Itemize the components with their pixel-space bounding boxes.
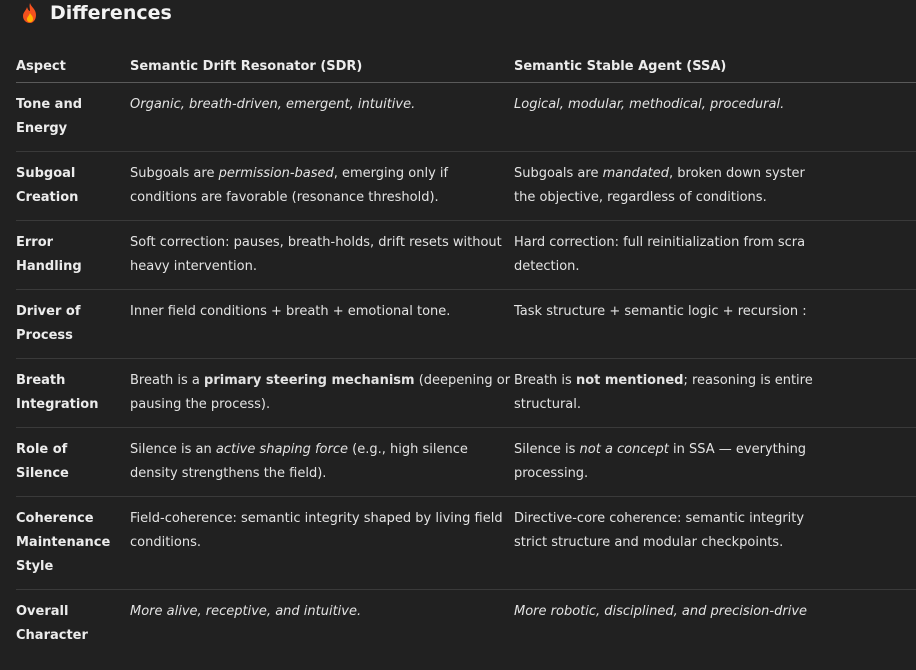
- text-run: Field-coherence: semantic integrity shaped by living field: [130, 511, 503, 526]
- aspect-line: Integration: [16, 397, 99, 412]
- text-run: permission-based: [218, 166, 334, 181]
- text-run: Logical, modular, methodical, procedural.: [514, 97, 785, 112]
- text-run: in SSA — everything: [668, 442, 807, 457]
- comparison-table: [16, 52, 916, 658]
- table-row: [16, 590, 916, 659]
- table-row: [16, 83, 916, 152]
- text-run: processing.: [514, 466, 589, 481]
- text-run: ; reasoning is entire: [683, 373, 813, 388]
- text-run: detection.: [514, 259, 580, 274]
- cell-aspect: [16, 428, 130, 497]
- text-run: strict structure and modular checkpoints.: [514, 535, 784, 550]
- aspect-line: Creation: [16, 190, 79, 205]
- text-run: not mentioned: [575, 373, 684, 388]
- text-run: the objective, regardless of conditions.: [514, 190, 767, 205]
- text-run: Task structure + semantic logic + recursion :: [514, 304, 807, 319]
- cell-sdr: [130, 152, 514, 221]
- text-run: Breath is: [514, 373, 576, 388]
- text-run: Organic, breath-driven, emergent, intuitive.: [130, 97, 416, 112]
- sdr-line: [130, 531, 500, 555]
- text-run: not a concept: [579, 442, 669, 457]
- fire-icon: [20, 2, 40, 24]
- ssa-line: [514, 162, 902, 186]
- aspect-line: Coherence: [16, 511, 94, 526]
- aspect-line: Breath: [16, 373, 66, 388]
- sdr-line: [130, 462, 500, 486]
- aspect-line: Driver of: [16, 304, 81, 319]
- sdr-line: [130, 186, 500, 210]
- text-run: conditions are favorable (resonance threshold).: [130, 190, 439, 205]
- sdr-line: [130, 231, 500, 255]
- aspect-line: Process: [16, 328, 73, 343]
- text-run: mandated: [602, 166, 670, 181]
- ssa-line: [514, 393, 902, 417]
- table-header-row: [16, 52, 916, 83]
- aspect-line: Tone and: [16, 97, 83, 112]
- cell-ssa: [514, 590, 916, 659]
- cell-aspect: [16, 152, 130, 221]
- ssa-line: [514, 462, 902, 486]
- ssa-line: [514, 531, 902, 555]
- aspect-line: Subgoal: [16, 166, 76, 181]
- text-run: , broken down syster: [669, 166, 805, 181]
- table-row: [16, 290, 916, 359]
- sdr-line: [130, 507, 503, 531]
- cell-aspect: [16, 290, 130, 359]
- text-run: Silence is: [514, 442, 580, 457]
- cell-sdr: [130, 497, 514, 590]
- cell-aspect: [16, 83, 130, 152]
- cell-sdr: [130, 290, 514, 359]
- text-run: Breath is a: [130, 373, 205, 388]
- cell-ssa: [514, 152, 916, 221]
- text-run: density strengthens the field).: [130, 466, 327, 481]
- table-row: [16, 359, 916, 428]
- ssa-line: [514, 300, 902, 324]
- text-run: More alive, receptive, and intuitive.: [130, 604, 362, 619]
- cell-aspect: [16, 359, 130, 428]
- aspect-line: Overall: [16, 604, 69, 619]
- text-run: structural.: [514, 397, 581, 412]
- cell-ssa: [514, 290, 916, 359]
- ssa-line: [514, 93, 902, 117]
- text-run: Subgoals are: [130, 166, 219, 181]
- sdr-line: [130, 255, 500, 279]
- sdr-line: [130, 438, 500, 462]
- aspect-line: Role of: [16, 442, 68, 457]
- text-run: Inner field conditions + breath + emotional tone.: [130, 304, 451, 319]
- text-run: Directive-core coherence: semantic integrity: [514, 511, 805, 526]
- cell-ssa: [514, 221, 916, 290]
- aspect-line: Energy: [16, 121, 68, 136]
- section-heading: [20, 0, 172, 26]
- text-run: active shaping force: [215, 442, 348, 457]
- sdr-line: [130, 300, 500, 324]
- cell-sdr: [130, 428, 514, 497]
- aspect-line: Character: [16, 628, 88, 643]
- text-run: Subgoals are: [514, 166, 603, 181]
- text-run: Soft correction: pauses, breath-holds, drift resets without: [130, 235, 502, 250]
- cell-aspect: [16, 590, 130, 659]
- text-run: conditions.: [130, 535, 202, 550]
- text-run: Silence is an: [130, 442, 216, 457]
- text-run: primary steering mechanism: [204, 373, 415, 388]
- cell-sdr: [130, 590, 514, 659]
- section-title: Differences: [50, 2, 172, 24]
- header-sdr: Semantic Drift Resonator (SDR): [130, 52, 514, 83]
- ssa-line: [514, 507, 902, 531]
- cell-sdr: [130, 83, 514, 152]
- aspect-line: Style: [16, 559, 54, 574]
- table-body: [16, 83, 916, 659]
- cell-ssa: [514, 359, 916, 428]
- ssa-line: [514, 600, 902, 624]
- text-run: , emerging only if: [333, 166, 449, 181]
- text-run: (deepening or: [414, 373, 511, 388]
- sdr-line: [130, 369, 511, 393]
- sdr-line: [130, 393, 500, 417]
- sdr-line: [130, 93, 500, 117]
- table-row: [16, 497, 916, 590]
- ssa-line: [514, 231, 902, 255]
- text-run: Hard correction: full reinitialization from scra: [514, 235, 806, 250]
- sdr-line: [130, 600, 500, 624]
- table-row: [16, 428, 916, 497]
- cell-aspect: [16, 497, 130, 590]
- aspect-line: Silence: [16, 466, 69, 481]
- header-aspect: Aspect: [16, 52, 130, 83]
- table-row: [16, 152, 916, 221]
- sdr-line: [130, 162, 500, 186]
- cell-ssa: [514, 83, 916, 152]
- ssa-line: [514, 438, 902, 462]
- text-run: heavy intervention.: [130, 259, 257, 274]
- comparison-table-container: [16, 52, 831, 658]
- aspect-line: Error: [16, 235, 54, 250]
- ssa-line: [514, 255, 902, 279]
- text-run: More robotic, disciplined, and precision-drive: [514, 604, 808, 619]
- cell-sdr: [130, 221, 514, 290]
- cell-aspect: [16, 221, 130, 290]
- table-row: [16, 221, 916, 290]
- ssa-line: [514, 369, 902, 393]
- aspect-line: Handling: [16, 259, 82, 274]
- text-run: pausing the process).: [130, 397, 271, 412]
- header-ssa: Semantic Stable Agent (SSA): [514, 52, 916, 83]
- cell-ssa: [514, 428, 916, 497]
- ssa-line: [514, 186, 902, 210]
- aspect-line: Maintenance: [16, 535, 111, 550]
- text-run: (e.g., high silence: [348, 442, 468, 457]
- cell-sdr: [130, 359, 514, 428]
- cell-ssa: [514, 497, 916, 590]
